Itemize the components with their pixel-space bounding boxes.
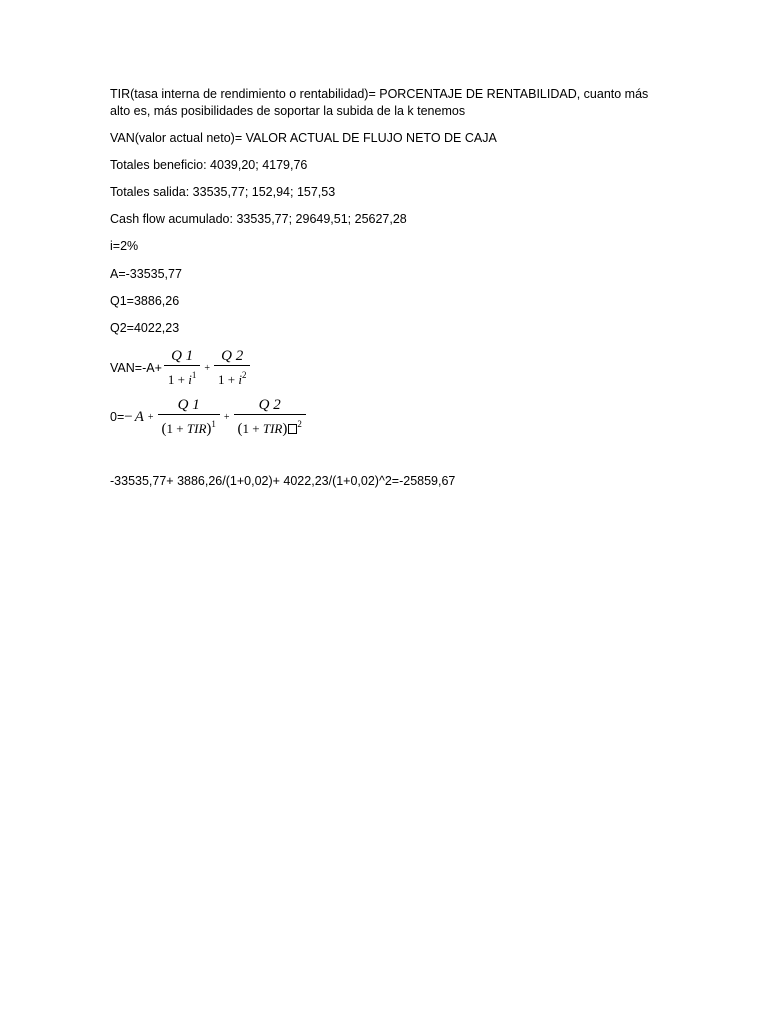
- van-numerator-1: Q 1: [171, 348, 194, 364]
- van-den1-base: 1 +: [167, 372, 189, 387]
- interest-rate: i=2%: [110, 239, 139, 253]
- tir-den2-body: 1 +: [242, 421, 263, 436]
- tir-fraction-1: [158, 397, 220, 437]
- q1-value: Q1=3886,26: [110, 294, 180, 308]
- cash-flow-acumulado: Cash flow acumulado: 33535,77; 29649,51; 25627,28: [110, 212, 407, 226]
- tir-definition: TIR(tasa interna de rendimiento o rentabilidad)= PORCENTAJE DE RENTABILIDAD, cuanto más alto es, más posibilidades de soportar la subida de la k tenemos: [110, 87, 649, 118]
- van-den1-var: i: [188, 372, 192, 387]
- a-value: A=-33535,77: [110, 267, 182, 281]
- tir-den1-exp: 1: [211, 419, 216, 429]
- q2-value: Q2=4022,23: [110, 321, 180, 335]
- tir-plus-1: +: [147, 411, 154, 423]
- van-definition: VAN(valor actual neto)= VALOR ACTUAL DE FLUJO NETO DE CAJA: [110, 131, 497, 145]
- tir-numerator-1: Q 1: [177, 397, 200, 413]
- tir-den1-body: 1 +: [166, 421, 187, 436]
- tir-fraction-2: [234, 397, 306, 437]
- totales-salida: Totales salida: 33535,77; 152,94; 157,53: [110, 185, 336, 199]
- tir-den2-exp: 2: [297, 419, 302, 429]
- tir-den2-open: (: [237, 421, 243, 437]
- van-den2-exp: 2: [241, 370, 247, 380]
- tir-a: A: [134, 408, 144, 425]
- tir-den1-close: ): [206, 421, 212, 437]
- tir-den1-var: TIR: [186, 421, 207, 436]
- totales-beneficio: Totales beneficio: 4039,20; 4179,76: [110, 158, 308, 172]
- van-formula-prefix: VAN=-A+: [110, 361, 162, 375]
- tir-denominator-2: [234, 414, 306, 437]
- van-denominator-1: [164, 365, 200, 388]
- van-denominator-2: [214, 365, 250, 388]
- calculation-line: -33535,77+ 3886,26/(1+0,02)+ 4022,23/(1+0,02)^2=-25859,67: [110, 474, 456, 488]
- van-fraction-1: [164, 348, 200, 388]
- tir-plus-2: +: [223, 411, 230, 423]
- tir-denominator-1: [158, 414, 220, 437]
- van-fraction-2: [214, 348, 250, 388]
- tir-den1-open: (: [161, 421, 167, 437]
- van-numerator-2: Q 2: [221, 348, 244, 364]
- van-plus: +: [204, 362, 210, 374]
- tir-numerator-2: Q 2: [258, 397, 281, 413]
- tir-den2-close: ): [282, 421, 288, 437]
- van-den2-var: i: [238, 372, 242, 387]
- van-den1-exp: 1: [191, 370, 197, 380]
- tir-formula-prefix: 0=: [110, 410, 125, 424]
- van-den2-base: 1 +: [217, 372, 239, 387]
- tir-formula: [110, 397, 308, 437]
- tir-minus: −: [124, 408, 133, 425]
- van-formula: [110, 348, 252, 388]
- tir-den2-var: TIR: [262, 421, 283, 436]
